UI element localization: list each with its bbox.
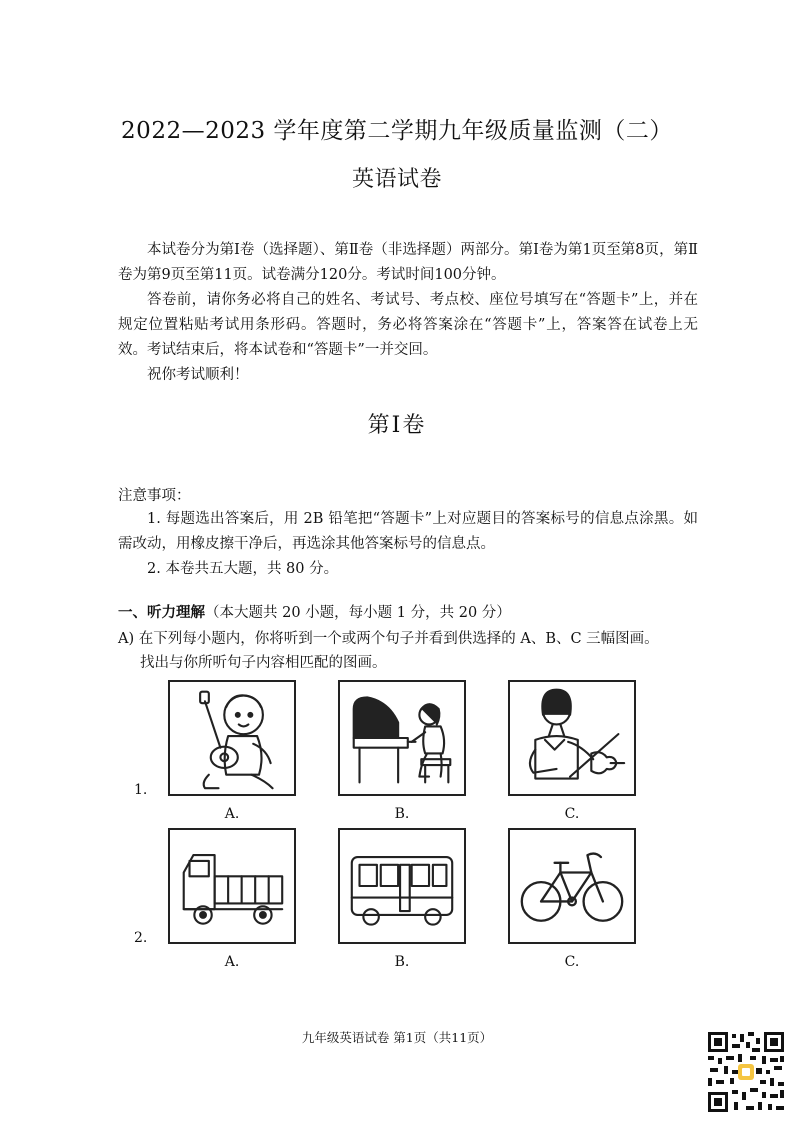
question-1-option-b-picture [338,680,466,796]
question-2-option-b-picture [338,828,466,944]
truck-icon [170,830,294,942]
part1-heading-rest: （本大题共 20 小题，每小题 1 分，共 20 分） [205,605,511,621]
bicycle-icon [510,830,634,942]
question-1-option-c-picture [508,680,636,796]
part1-instruction-a: A) 在下列每小题内，你将听到一个或两个句子并看到供选择的 A、B、C 三幅图画。 [118,631,659,647]
question-2-option-c-picture [508,828,636,944]
qr-code-icon [706,1030,786,1114]
notes-heading: 注意事项： [118,488,191,504]
intro-paragraph-3: 祝你考试顺利！ [147,367,249,383]
question-1-option-a-picture [168,680,296,796]
notes-item-2: 2. 本卷共五大题，共 80 分。 [147,561,339,577]
part1-instruction-b: 找出与你所听句子内容相匹配的图画。 [140,655,387,671]
exam-title: 2022—2023 学年度第二学期九年级质量监测（二） [121,118,673,144]
question-number: 2. [134,930,148,946]
intro-paragraph-1: 本试卷分为第Ⅰ卷（选择题）、第Ⅱ卷（非选择题）两部分。第Ⅰ卷为第1页至第8页，第Ⅱ卷为第9页至第11页。试卷满分120分。考试时间100分钟。 [118,242,698,283]
option-label: B. [394,954,410,970]
piano-player-icon [340,682,464,794]
page-footer: 九年级英语试卷 第1页（共11页） [301,1030,493,1045]
option-label: C. [564,806,580,822]
notes-item-1: 1. 每题选出答案后，用 2B 铅笔把“答题卡”上对应题目的答案标号的信息点涂黑。如需改动，用橡皮擦干净后，再选涂其他答案标号的信息点。 [118,511,698,552]
question-2-option-a-picture [168,828,296,944]
option-label: C. [564,954,580,970]
question-number: 1. [134,782,148,798]
option-label: A. [224,954,240,970]
part1-heading-bold: 一、听力理解 [118,604,205,621]
exam-subtitle: 英语试卷 [351,167,442,192]
violin-player-icon [510,682,634,794]
guitar-player-icon [170,682,294,794]
section-title: 第Ⅰ卷 [367,413,427,438]
option-label: A. [224,806,240,822]
part1-heading [118,601,511,622]
intro-paragraph-2: 答卷前，请你务必将自己的姓名、考试号、考点校、座位号填写在“答题卡”上，并在规定位置粘贴考试用条形码。答题时，务必将答案涂在“答题卡”上，答案答在试卷上无效。考试结束后，将本试卷和“答题卡”一并交回。 [118,292,698,358]
option-label: B. [394,806,410,822]
bus-icon [340,830,464,942]
